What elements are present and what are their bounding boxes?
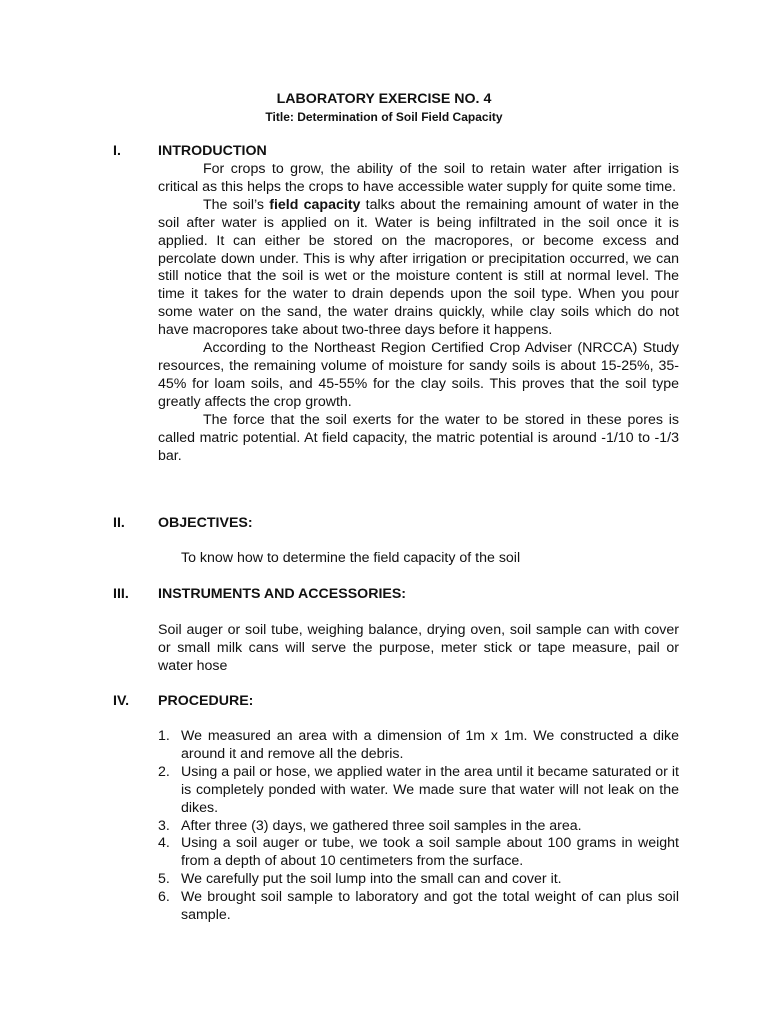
- section-number-introduction: I.: [113, 143, 121, 159]
- step-text: We brought soil sample to laboratory and got the total weight of can plus soil sample.: [181, 889, 679, 924]
- step-number: 4.: [158, 835, 170, 852]
- procedure-step: [158, 871, 679, 889]
- step-number: 5.: [158, 871, 170, 888]
- introduction-paragraph-3: According to the Northeast Region Certified Crop Adviser (NRCCA) Study resources, the remaining volume of moisture for sandy soils is about 15-25%, 35-45% for loam soils, and 45-55% for the clay soils. This proves that the soil type greatly affects the crop growth.: [158, 340, 679, 410]
- section-number-objectives: II.: [113, 515, 125, 531]
- step-number: 6.: [158, 889, 170, 906]
- step-number: 3.: [158, 817, 170, 834]
- instruments-text: Soil auger or soil tube, weighing balance, drying oven, soil sample can with cover or small milk cans will serve the purpose, meter stick or tape measure, pail or water hose: [158, 622, 679, 674]
- procedure-step: [158, 764, 679, 818]
- section-number-instruments: III.: [113, 586, 129, 602]
- step-text: Using a pail or hose, we applied water in the area until it became saturated or it is completely ponded with water. We made sure that water will not leak on the dikes.: [181, 763, 679, 816]
- step-number: 2.: [158, 763, 170, 780]
- paragraph-text: The soil’s: [203, 196, 270, 213]
- introduction-paragraph-2: [158, 197, 679, 340]
- step-text: Using a soil auger or tube, we took a soil sample about 100 grams in weight from a depth of about 10 centimeters from the surface.: [181, 835, 679, 870]
- procedure-step: [158, 818, 679, 836]
- section-number-procedure: IV.: [113, 693, 130, 709]
- section-heading-objectives: OBJECTIVES:: [158, 515, 253, 531]
- step-text: We measured an area with a dimension of 1m x 1m. We constructed a dike around it and remove all the debris.: [181, 728, 679, 762]
- introduction-paragraph-4: The force that the soil exerts for the water to be stored in these pores is called matric potential. At field capacity, the matric potential is around -1/10 to -1/3 bar.: [158, 411, 679, 464]
- field-capacity-term: field capacity: [269, 196, 361, 213]
- step-text: After three (3) days, we gathered three soil samples in the area.: [181, 817, 582, 834]
- document-subtitle: Title: Determination of Soil Field Capacity: [265, 110, 503, 124]
- introduction-paragraph-1: For crops to grow, the ability of the soil to retain water after irrigation is critical as this helps the crops to have accessible water supply for quite some time.: [158, 161, 679, 195]
- document-title: LABORATORY EXERCISE NO. 4: [276, 91, 492, 107]
- section-heading-introduction: INTRODUCTION: [158, 143, 267, 159]
- objectives-text: To know how to determine the field capacity of the soil: [181, 550, 521, 566]
- step-text: We carefully put the soil lump into the small can and cover it.: [181, 871, 562, 888]
- step-number: 1.: [158, 728, 170, 744]
- section-heading-instruments: INSTRUMENTS AND ACCESSORIES:: [158, 586, 407, 602]
- section-heading-procedure: PROCEDURE:: [158, 693, 254, 709]
- procedure-step: [158, 835, 679, 871]
- procedure-step: [158, 728, 679, 764]
- paragraph-text: talks about the remaining amount of water in the soil after water is applied on it. Water is being infiltrated in the soil once it is applied. It can either be stored on the macropores, or become excess and percolate down under. This is why after irrigation or precipitation occurred, we can still notice that the soil is wet or the moisture content is still at normal level. The time it takes for the water to drain depends upon the soil type. When you pour some water on the sand, the water drains quickly, while clay soils which do not have macropores take about two-three days before it happens.: [158, 196, 679, 339]
- procedure-steps-list: [158, 728, 679, 925]
- procedure-step: [158, 889, 679, 925]
- introduction-body: [158, 161, 679, 465]
